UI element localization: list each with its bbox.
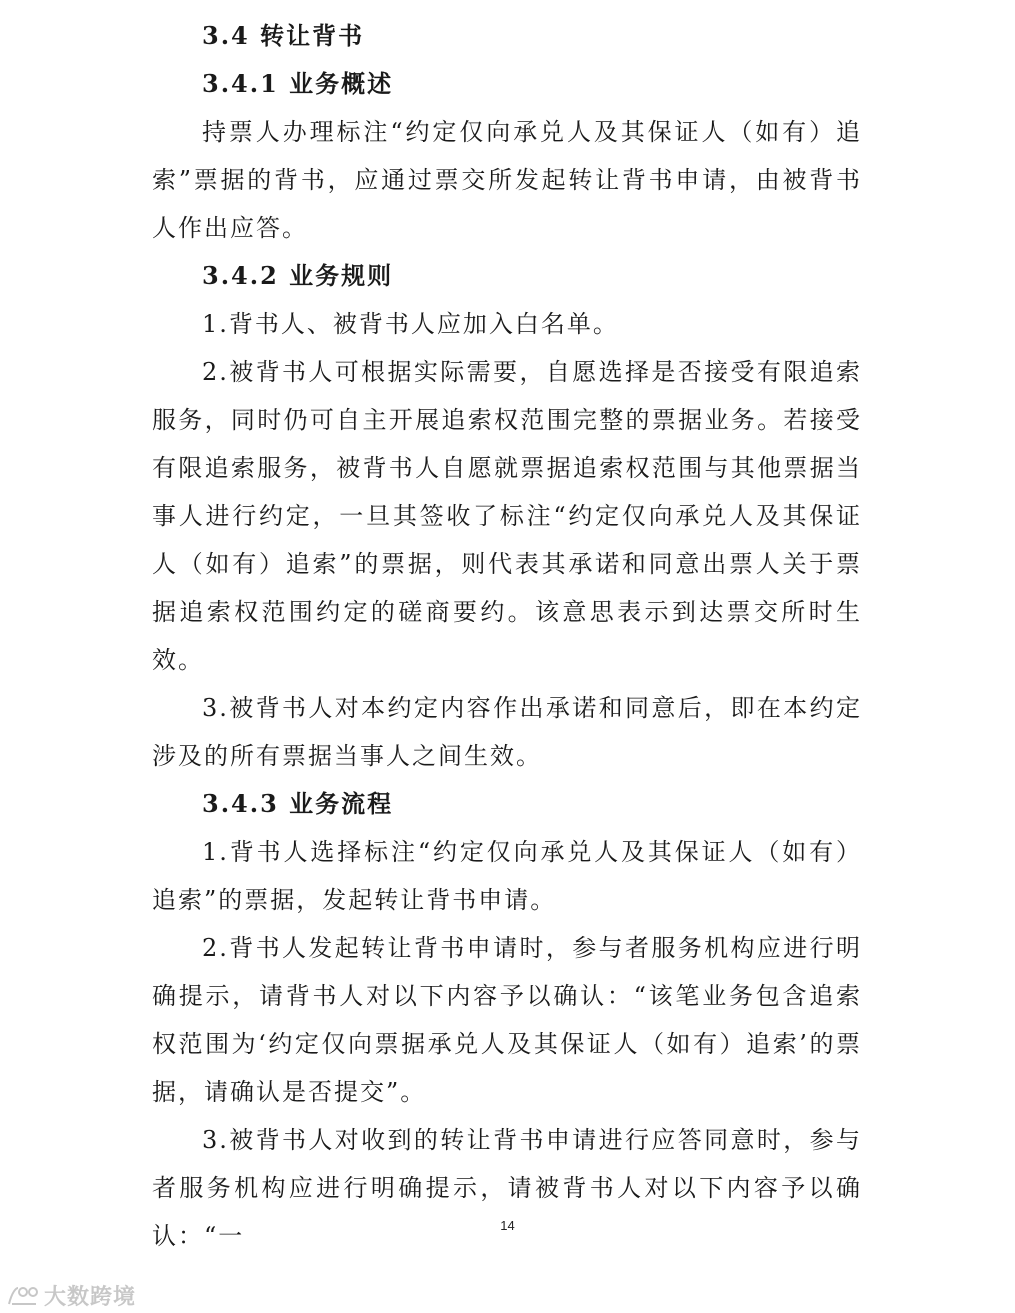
paragraph-process-1: 1.背书人选择标注“约定仅向承兑人及其保证人（如有）追索”的票据，发起转让背书申请。 [152, 838, 862, 914]
section-heading-3-4-1: 3.4.1 业务概述 [202, 69, 394, 98]
section-heading-3-4-3: 3.4.3 业务流程 [202, 789, 394, 818]
paragraph-rule-1: 1.背书人、被背书人应加入白名单。 [202, 310, 619, 338]
watermark [6, 1280, 136, 1311]
paragraph-rule-3: 3.被背书人对本约定内容作出承诺和同意后，即在本约定涉及的所有票据当事人之间生效。 [152, 694, 862, 770]
paragraph-process-2: 2.背书人发起转让背书申请时，参与者服务机构应进行明确提示，请背书人对以下内容予以确认：“该笔业务包含追索权范围为‘约定仅向票据承兑人及其保证人（如有）追索’的票据，请确认是否提交”。 [152, 934, 862, 1106]
page-number: 14 [500, 1218, 515, 1233]
section-heading-3-4-2: 3.4.2 业务规则 [202, 261, 394, 290]
watermark-text: 大数跨境 [44, 1285, 137, 1310]
ldoo-logo-icon [6, 1284, 40, 1308]
section-heading-3-4: 3.4 转让背书 [202, 21, 365, 50]
paragraph-process-3: 3.被背书人对收到的转让背书申请进行应答同意时，参与者服务机构应进行明确提示，请被背书人对以下内容予以确认：“一 [152, 1126, 862, 1250]
document-body [152, 12, 862, 1260]
paragraph-rule-2: 2.被背书人可根据实际需要，自愿选择是否接受有限追索服务，同时仍可自主开展追索权范围完整的票据业务。若接受有限追索服务，被背书人自愿就票据追索权范围与其他票据当事人进行约定，一旦其签收了标注“约定仅向承兑人及其保证人（如有）追索”的票据，则代表其承诺和同意出票人关于票据追索权范围约定的磋商要约。该意思表示到达票交所时生效。 [152, 358, 862, 674]
paragraph-overview: 持票人办理标注“约定仅向承兑人及其保证人（如有）追索”票据的背书，应通过票交所发起转让背书申请，由被背书人作出应答。 [152, 118, 862, 242]
